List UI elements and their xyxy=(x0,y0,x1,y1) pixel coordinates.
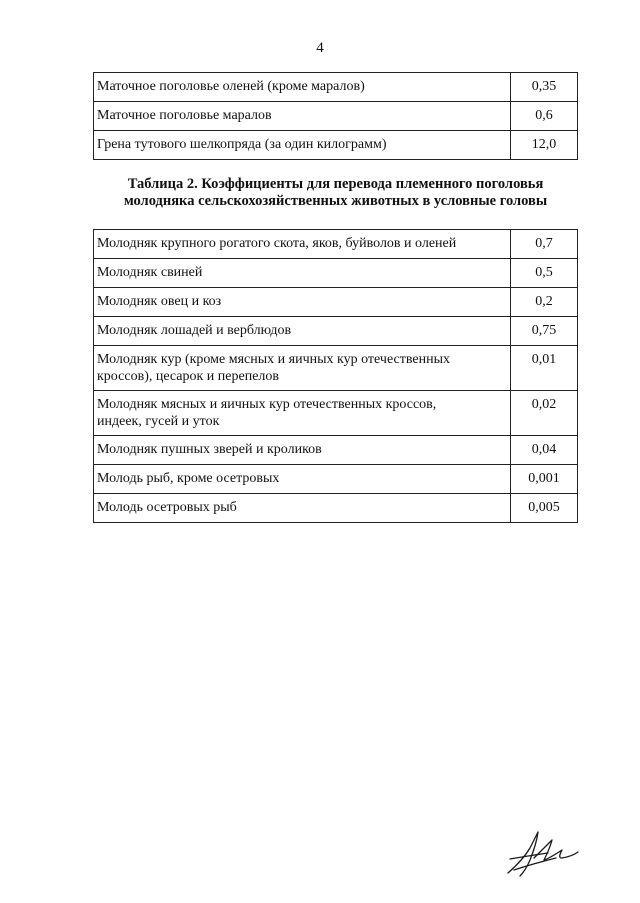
table-row xyxy=(94,73,578,102)
table-row xyxy=(94,259,578,288)
table-row xyxy=(94,102,578,131)
row-name: Молодь осетровых рыб xyxy=(94,494,511,523)
row-value: 0,35 xyxy=(511,73,578,102)
row-value: 0,02 xyxy=(511,391,578,436)
row-value: 0,2 xyxy=(511,288,578,317)
table-row xyxy=(94,436,578,465)
row-name-line-2: кроссов), цесарок и перепелов xyxy=(97,369,280,384)
row-value: 0,6 xyxy=(511,102,578,131)
row-value: 0,04 xyxy=(511,436,578,465)
row-value: 0,01 xyxy=(511,346,578,391)
row-name: Молодь рыб, кроме осетровых xyxy=(94,465,511,494)
table-row xyxy=(94,230,578,259)
table-2-title-line-1: Таблица 2. Коэффициенты для перевода племенного поголовья xyxy=(127,176,544,192)
row-value: 0,5 xyxy=(511,259,578,288)
row-name: Молодняк лошадей и верблюдов xyxy=(94,317,511,346)
table-2-title-line-2: молодняка сельскохозяйственных животных в условные головы xyxy=(123,193,548,209)
table-row xyxy=(94,288,578,317)
table-row xyxy=(94,346,578,391)
table-row xyxy=(94,391,578,436)
row-name: Молодняк пушных зверей и кроликов xyxy=(94,436,511,465)
table-row xyxy=(94,465,578,494)
row-name-line-1: Молодняк кур (кроме мясных и яичных кур отечественных xyxy=(97,352,450,367)
row-name: Маточное поголовье маралов xyxy=(94,102,511,131)
row-value: 0,001 xyxy=(511,465,578,494)
row-name: Молодняк свиней xyxy=(94,259,511,288)
row-name: Маточное поголовье оленей (кроме маралов) xyxy=(94,73,511,102)
table-2-title xyxy=(93,176,578,210)
coefficients-table-2 xyxy=(93,229,578,523)
row-name: Молодняк овец и коз xyxy=(94,288,511,317)
row-value: 0,005 xyxy=(511,494,578,523)
coefficients-table-1 xyxy=(93,72,578,160)
table-row xyxy=(94,494,578,523)
row-name xyxy=(94,391,511,436)
row-value: 0,7 xyxy=(511,230,578,259)
row-name-line-2: индеек, гусей и уток xyxy=(97,414,220,429)
table-row xyxy=(94,317,578,346)
table-row xyxy=(94,131,578,160)
row-name xyxy=(94,346,511,391)
row-name: Грена тутового шелкопряда (за один килограмм) xyxy=(94,131,511,160)
page-number: 4 xyxy=(316,40,324,56)
signature xyxy=(500,828,580,883)
row-name-line-1: Молодняк мясных и яичных кур отечественных кроссов, xyxy=(97,397,437,412)
row-value: 12,0 xyxy=(511,131,578,160)
row-name: Молодняк крупного рогатого скота, яков, буйволов и оленей xyxy=(94,230,511,259)
row-value: 0,75 xyxy=(511,317,578,346)
